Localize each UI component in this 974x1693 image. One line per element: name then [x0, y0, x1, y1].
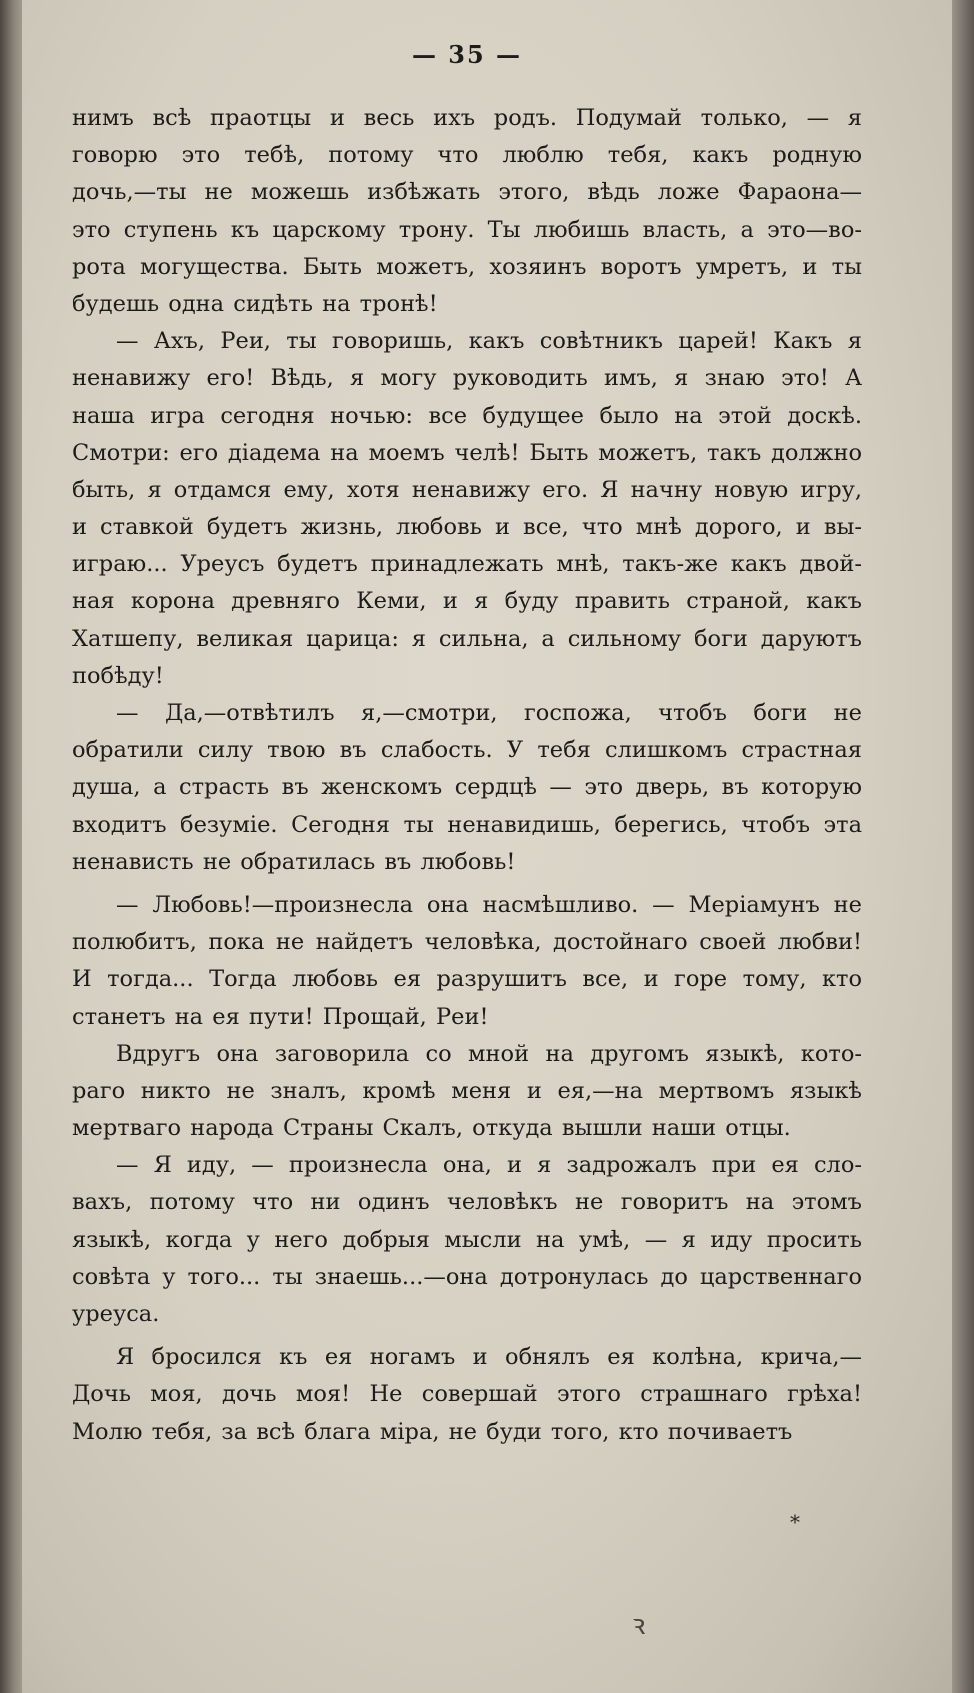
- printer-mark: *: [790, 1510, 800, 1534]
- page-number: — 35 —: [411, 40, 523, 69]
- text-line: душа, а страсть въ женскомъ сердцѣ — это дверь, въ которую: [72, 774, 862, 801]
- text-line: языкѣ, когда у него добрыя мысли на умѣ, — я иду просить: [72, 1226, 862, 1253]
- text-line: раго никто не зналъ, кромѣ меня и ея,—на мертвомъ языкѣ: [72, 1077, 862, 1104]
- text-line: уреуса.: [72, 1301, 160, 1327]
- signature-mark: ꝛ: [632, 1608, 646, 1641]
- page-text: [72, 30, 862, 1451]
- text-line: Я бросился къ ея ногамъ и обнялъ ея колѣна, крича,—: [116, 1344, 862, 1371]
- text-line: входитъ безуміе. Сегодня ты ненавидишь, берегись, чтобъ эта: [72, 811, 862, 838]
- text-line: это ступень къ царскому трону. Ты любишь власть, а это—во-: [72, 216, 862, 243]
- text-line: наша игра сегодня ночью: все будущее было на этой доскѣ.: [72, 402, 862, 429]
- text-line: — Я иду, — произнесла она, и я задрожалъ при ея сло-: [116, 1152, 862, 1179]
- text-line: ненавижу его! Вѣдь, я могу руководить имъ, я знаю это! А: [72, 365, 862, 392]
- text-line: быть, я отдамся ему, хотя ненавижу его. Я начну новую игру,: [72, 476, 862, 503]
- text-line: Смотри: его діадема на моемъ челѣ! Быть можетъ, такъ должно: [72, 439, 862, 466]
- text-line: и ставкой будетъ жизнь, любовь и все, что мнѣ дорого, и вы-: [72, 514, 862, 541]
- text-line: ненависть не обратилась въ любовь!: [72, 848, 516, 875]
- text-line: Молю тебя, за всѣ блага міра, не буди того, кто почиваетъ: [72, 1418, 793, 1445]
- text-line: Дочь моя, дочь моя! Не совершай этого страшнаго грѣха!: [72, 1381, 862, 1408]
- paragraph-container: [72, 100, 862, 1451]
- book-page: [22, 0, 952, 1693]
- text-line: мертваго народа Страны Скалъ, откуда вышли наши отцы.: [72, 1115, 791, 1142]
- text-line: говорю это тебѣ, потому что люблю тебя, какъ родную: [72, 142, 862, 169]
- text-line: полюбитъ, пока не найдетъ человѣка, достойнаго своей любви!: [72, 929, 862, 956]
- text-line: Хатшепу, великая царица: я сильна, а сильному боги даруютъ: [72, 625, 862, 652]
- paragraph: [72, 1339, 862, 1451]
- text-line: нимъ всѣ праотцы и весь ихъ родъ. Подумай только, — я: [72, 105, 862, 131]
- text-line: побѣду!: [72, 662, 164, 689]
- text-line: рота могущества. Быть можетъ, хозяинъ воротъ умретъ, и ты: [72, 253, 862, 280]
- text-line: станетъ на ея пути! Прощай, Реи!: [72, 1003, 489, 1030]
- text-line: — Да,—отвѣтилъ я,—смотри, госпожа, чтобъ боги не: [116, 700, 862, 726]
- paragraph: [72, 100, 862, 323]
- paragraph: [72, 695, 862, 881]
- text-line: играю... Уреусъ будетъ принадлежать мнѣ, такъ-же какъ двой-: [72, 551, 862, 578]
- text-line: — Ахъ, Реи, ты говоришь, какъ совѣтникъ царей! Какъ я: [116, 328, 862, 355]
- text-line: вахъ, потому что ни одинъ человѣкъ не говоритъ на этомъ: [72, 1189, 862, 1216]
- paragraph: [72, 887, 862, 1036]
- text-line: обратили силу твою въ слабость. У тебя слишкомъ страстная: [72, 737, 862, 764]
- text-line: совѣта у того... ты знаешь...—она дотронулась до царственнаго: [72, 1263, 862, 1290]
- text-line: — Любовь!—произнесла она насмѣшливо. — Меріамунъ не: [116, 891, 862, 918]
- paragraph: [72, 1147, 862, 1333]
- paragraph: [72, 1036, 862, 1148]
- text-line: будешь одна сидѣть на тронѣ!: [72, 290, 438, 317]
- paragraph: [72, 323, 862, 695]
- text-line: ная корона древняго Кеми, и я буду править страной, какъ: [72, 588, 862, 615]
- text-line: дочь,—ты не можешь избѣжать этого, вѣдь ложе Фараона—: [72, 179, 862, 206]
- text-line: И тогда... Тогда любовь ея разрушитъ все, и горе тому, кто: [72, 966, 862, 993]
- text-line: Вдругъ она заговорила со мной на другомъ языкѣ, кото-: [116, 1040, 862, 1067]
